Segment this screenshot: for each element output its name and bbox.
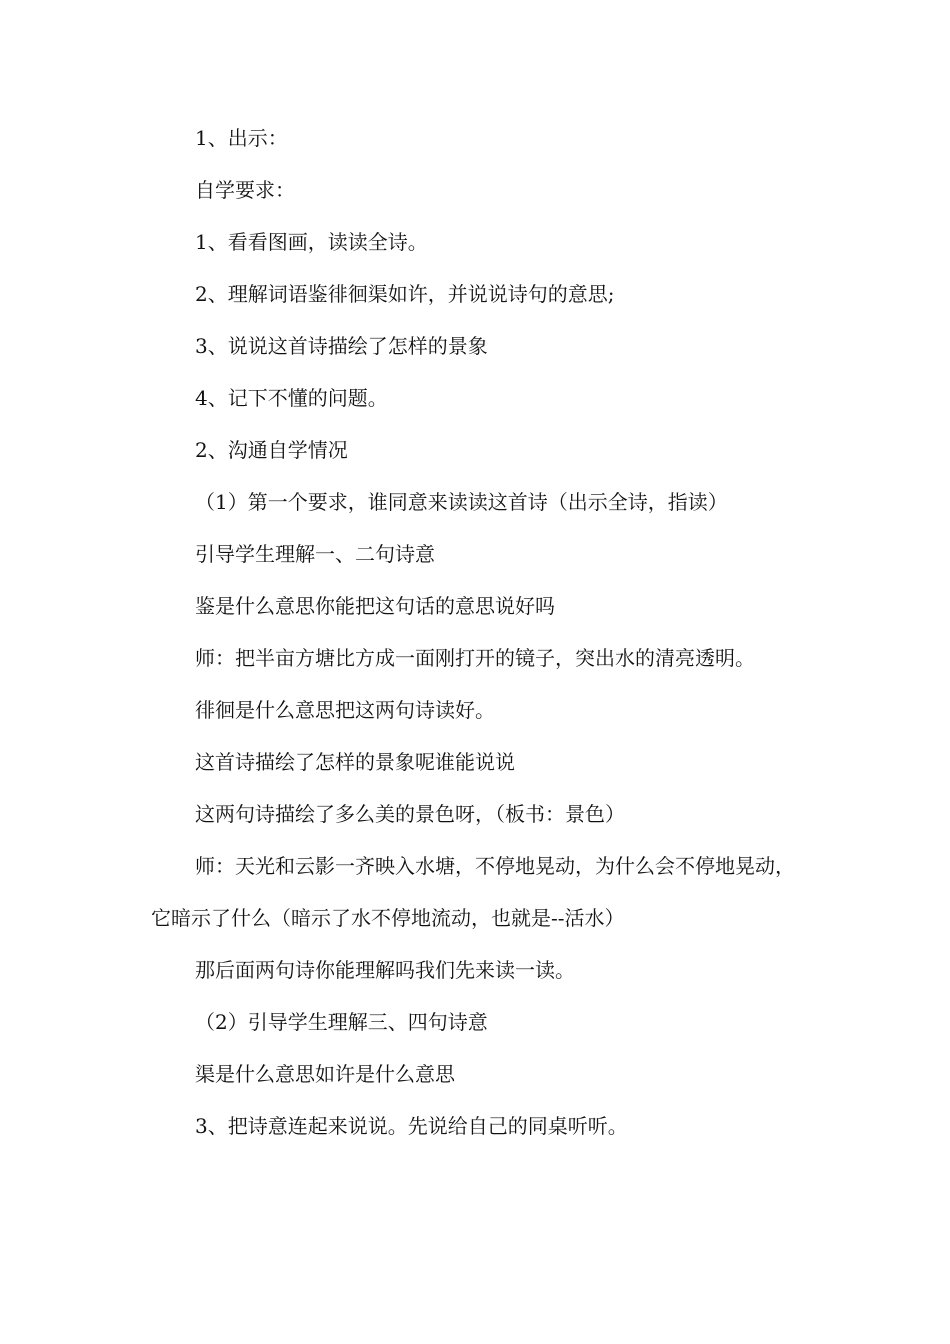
paragraph-13: 这首诗描绘了怎样的景象呢谁能说说 <box>195 750 515 774</box>
paragraph-8: （1）第一个要求，谁同意来读读这首诗（出示全诗，指读） <box>195 490 728 514</box>
paragraph-4: 2、理解词语鉴徘徊渠如许，并说说诗句的意思; <box>195 282 615 306</box>
paragraph-17: （2）引导学生理解三、四句诗意 <box>195 1010 488 1034</box>
paragraph-15: 师：天光和云影一齐映入水塘，不停地晃动，为什么会不停地晃动，它暗示了什么（暗示了水不停地流动，也就是--活水） <box>151 854 795 930</box>
paragraph-3: 1、看看图画，读读全诗。 <box>195 230 428 254</box>
paragraph-19: 3、把诗意连起来说说。先说给自己的同桌听听。 <box>195 1114 628 1138</box>
paragraph-2: 自学要求： <box>195 178 295 202</box>
paragraph-18: 渠是什么意思如许是什么意思 <box>195 1062 455 1086</box>
paragraph-11: 师：把半亩方塘比方成一面刚打开的镜子，突出水的清亮透明。 <box>195 646 755 670</box>
paragraph-14: 这两句诗描绘了多么美的景色呀，（板书：景色） <box>195 802 625 826</box>
paragraph-7: 2、沟通自学情况 <box>195 438 348 462</box>
paragraph-1: 1、出示： <box>195 126 288 150</box>
document-body <box>151 112 801 1152</box>
paragraph-10: 鉴是什么意思你能把这句话的意思说好吗 <box>195 594 555 618</box>
paragraph-5: 3、说说这首诗描绘了怎样的景象 <box>195 334 488 358</box>
paragraph-6: 4、记下不懂的问题。 <box>195 386 388 410</box>
paragraph-9: 引导学生理解一、二句诗意 <box>195 542 435 566</box>
paragraph-16: 那后面两句诗你能理解吗我们先来读一读。 <box>195 958 575 982</box>
paragraph-12: 徘徊是什么意思把这两句诗读好。 <box>195 698 495 722</box>
